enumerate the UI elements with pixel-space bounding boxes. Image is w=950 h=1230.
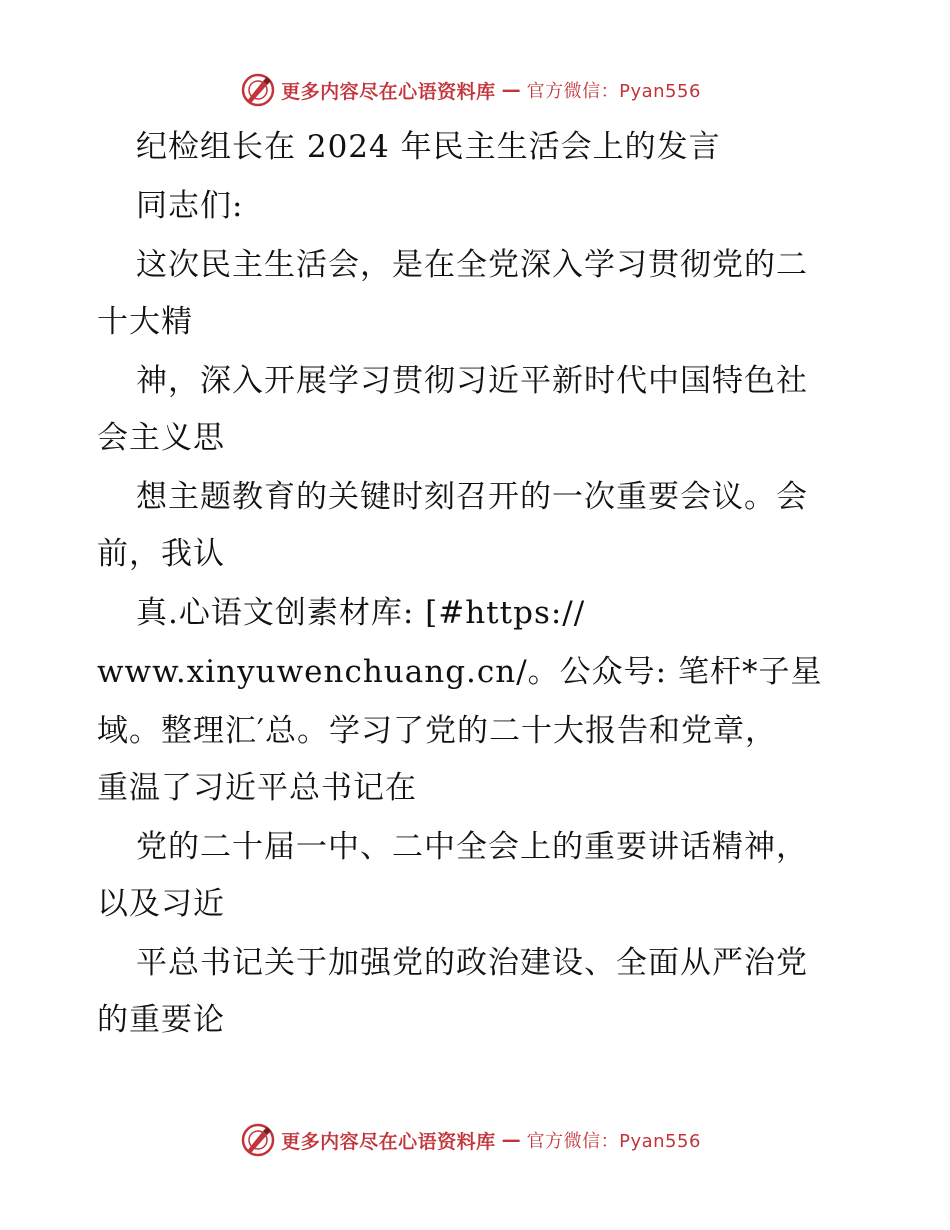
paragraph-line: 会主义思 (97, 420, 225, 456)
banner-separator: — (501, 79, 521, 101)
paragraph-line: 这次民主生活会，是在全党深入学习贯彻党的二 (136, 247, 808, 283)
pen-logo-icon (241, 73, 275, 107)
banner-wechat-text: 官方微信：Pyan556 (526, 1131, 701, 1152)
header-watermark-banner (0, 70, 950, 110)
footer-watermark-banner (0, 1120, 950, 1160)
document-title: 纪检组长在 2024 年民主生活会上的发言 (136, 129, 721, 165)
banner-wechat-text: 官方微信：Pyan556 (526, 81, 701, 102)
banner-main-text: 更多内容尽在心语资料库 (281, 80, 496, 103)
paragraph-line: 想主题教育的关键时刻召开的一次重要会议。会 (136, 479, 808, 515)
header-watermark-inner (241, 73, 701, 107)
paragraph-line: www.xinyuwenchuang.cn/。公众号: 笔杆*子星 (97, 654, 823, 690)
paragraph-line: 平总书记关于加强党的政治建设、全面从严治党 (136, 945, 808, 981)
paragraph-line: 前，我认 (97, 536, 225, 572)
salutation: 同志们: (136, 188, 244, 224)
paragraph-line: 真.心语文创素材库: [#https:// (136, 595, 586, 631)
paragraph-line: 的重要论 (97, 1002, 225, 1038)
banner-separator: — (501, 1129, 521, 1151)
paragraph-line: 以及习近 (97, 886, 225, 922)
paragraph-line: 重温了习近平总书记在 (97, 770, 417, 806)
paragraph-line: 党的二十届一中、二中全会上的重要讲话精神， (136, 829, 808, 865)
pen-logo-icon (241, 1123, 275, 1157)
paragraph-line: 域。整理汇′总。学习了党的二十大报告和党章， (97, 713, 778, 749)
banner-main-text: 更多内容尽在心语资料库 (281, 1130, 496, 1153)
paragraph-line: 神，深入开展学习贯彻习近平新时代中国特色社 (136, 363, 808, 399)
footer-watermark-inner (241, 1123, 701, 1157)
paragraph-line: 十大精 (97, 304, 193, 340)
